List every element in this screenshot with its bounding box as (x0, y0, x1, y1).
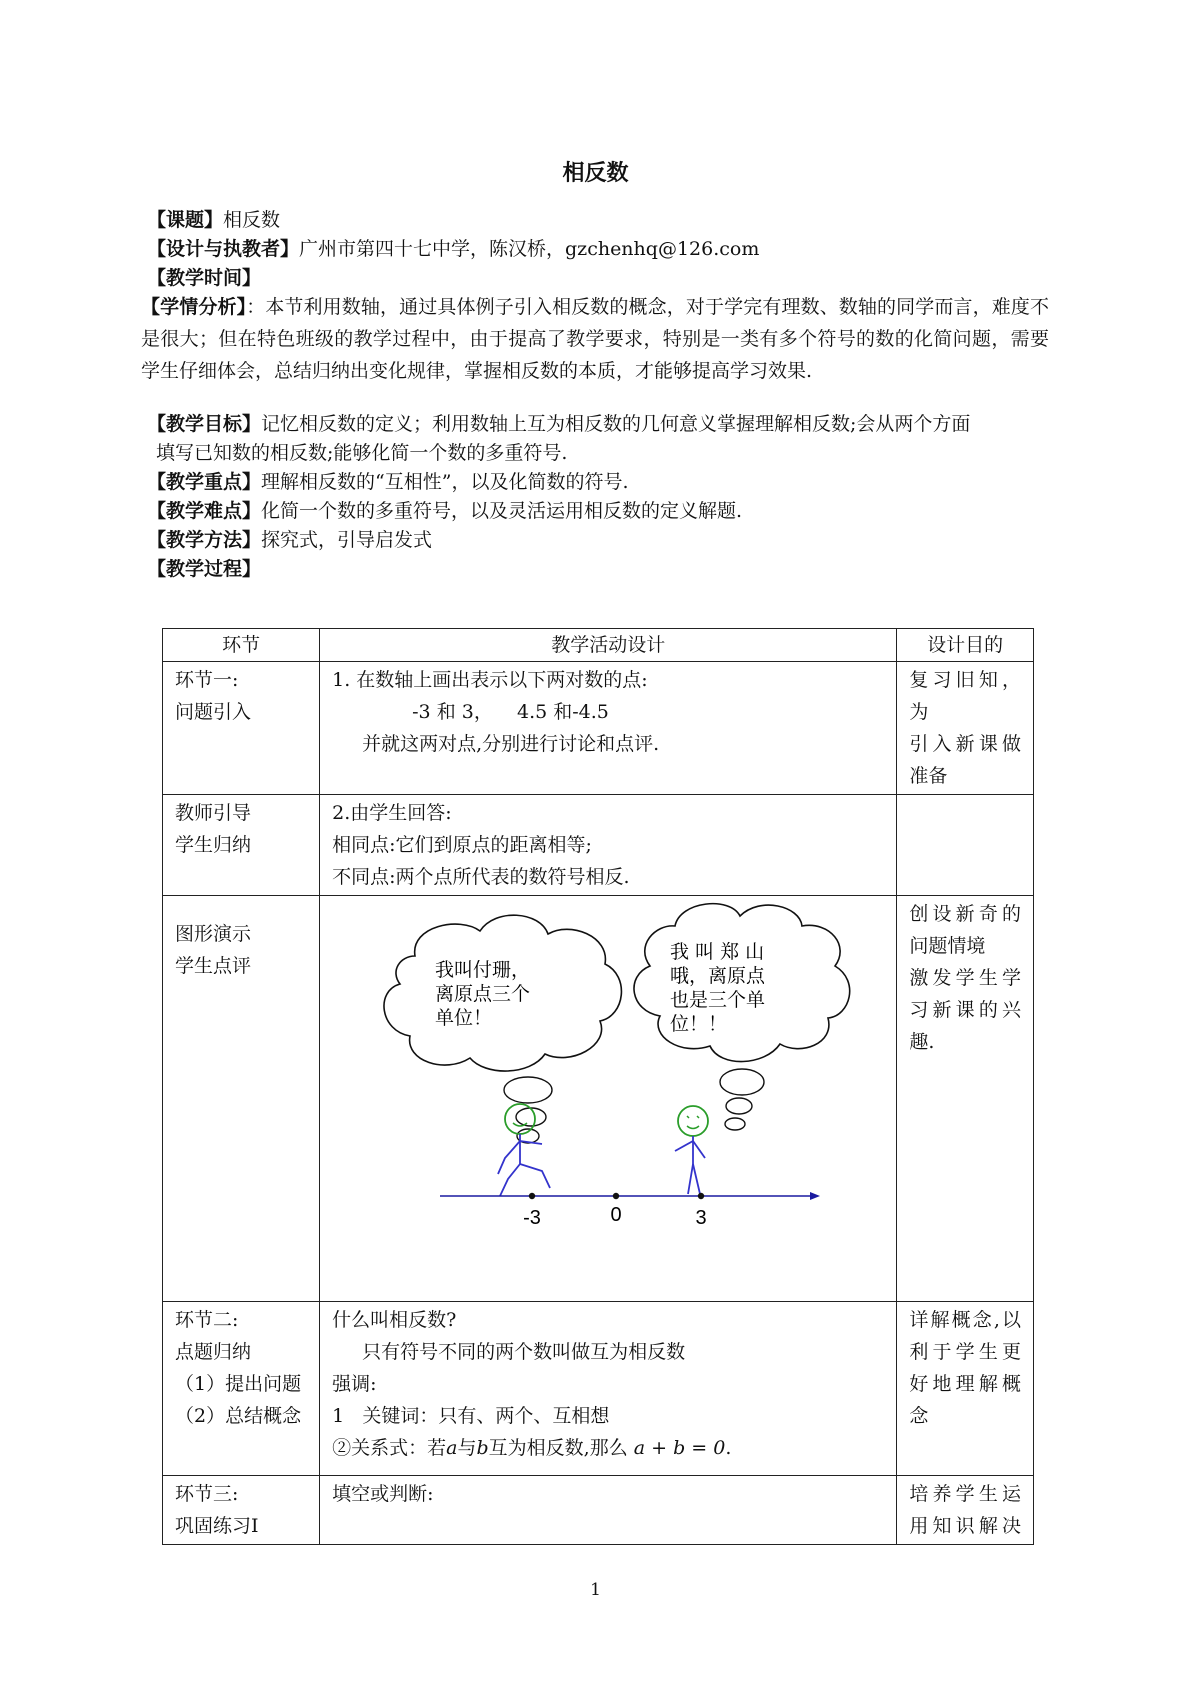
table-row (163, 795, 1034, 896)
thought-dot-left (516, 1108, 546, 1126)
page-title: 相反数 (562, 161, 629, 186)
purpose-line: 创设新奇的 (909, 903, 1021, 925)
purpose-line: 用知识解决 (909, 1515, 1021, 1537)
stage-line: 巩固练习Ⅰ (175, 1515, 259, 1537)
methods-text: 探究式，引导启发式 (261, 529, 433, 551)
activity-cell (320, 795, 897, 896)
axis-point-pos3 (698, 1193, 704, 1199)
stage-line: 图形演示 (175, 923, 252, 945)
stage-line: 问题引入 (175, 701, 252, 723)
bubble-left-line: 单位！ (435, 1007, 493, 1029)
stage-cell (163, 896, 320, 1302)
time-label: 【教学时间】 (147, 267, 262, 289)
activity-line: 只有符号不同的两个数叫做互为相反数 (362, 1341, 686, 1363)
topic-value: 相反数 (223, 209, 281, 231)
table-row (163, 1302, 1034, 1476)
difficulties-line (147, 495, 1047, 527)
eye-right (697, 1116, 699, 1118)
stage-line: （1）提出问题 (175, 1373, 302, 1395)
activity-line: 填空或判断: (332, 1483, 434, 1505)
axis-point-zero (613, 1193, 619, 1199)
stage-line: 学生点评 (175, 955, 252, 977)
purpose-line: 念 (909, 1405, 929, 1427)
leg-right (693, 1164, 700, 1194)
methods-line (147, 524, 1047, 556)
header-stage: 环节 (163, 629, 320, 662)
relation-end: . (725, 1437, 732, 1459)
process-line (147, 553, 1047, 585)
purpose-line: 引入新课做 (909, 733, 1021, 755)
purpose-line: 准备 (909, 765, 948, 787)
purpose-line: 为 (909, 701, 929, 723)
process-label: 【教学过程】 (147, 558, 262, 580)
activity-cell (320, 1302, 897, 1476)
activity-line: 2.由学生回答: (332, 802, 452, 824)
stage-line: 环节二: (175, 1309, 239, 1331)
stage-line: 环节一: (175, 669, 239, 691)
stick-figure-right (675, 1106, 708, 1194)
var-b: b (476, 1437, 489, 1459)
purpose-cell (897, 795, 1034, 896)
purpose-cell (897, 662, 1034, 795)
purpose-line: 复习旧知， (909, 669, 1021, 691)
key-points-text: 理解相反数的“互相性”，以及化简数的符号. (261, 471, 629, 493)
stage-cell (163, 1302, 320, 1476)
topic-line (147, 204, 1047, 236)
relation-mid: 互为相反数,那么 (488, 1437, 628, 1459)
stage-line: 点题归纳 (175, 1341, 252, 1363)
bubble-right-line: 也是三个单 (670, 989, 766, 1011)
relation-mid: 与 (457, 1437, 477, 1459)
designer-value: 广州市第四十七中学，陈汉桥，gzchenhq@126.com (299, 238, 760, 260)
topic-label: 【课题】 (147, 209, 224, 231)
axis-label: 0 (610, 1204, 622, 1226)
activity-line: 相同点:它们到原点的距离相等; (332, 834, 592, 856)
purpose-line: 激发学生学 (909, 967, 1021, 989)
axis-label: -3 (523, 1207, 542, 1229)
axis-arrow (810, 1192, 820, 1200)
arm-right (693, 1141, 705, 1158)
purpose-line: 好地理解概 (909, 1373, 1021, 1395)
bubble-right-line: 位！！ (670, 1013, 728, 1035)
arm-right (675, 1141, 693, 1151)
purpose-cell (897, 1302, 1034, 1476)
leg-left (500, 1164, 520, 1196)
page-number: 1 (590, 1580, 601, 1600)
thought-dot-right (726, 1098, 752, 1114)
purpose-line: 利于学生更 (909, 1341, 1021, 1363)
axis-label: 3 (695, 1207, 707, 1229)
activity-line: 1 关键词：只有、两个、互相想 (332, 1405, 610, 1427)
analysis-paragraph (141, 291, 1049, 387)
key-points-line (147, 466, 1047, 498)
bubble-right-line: 哦，离原点 (670, 965, 766, 987)
activity-line: 强调: (332, 1373, 377, 1395)
leg-right (688, 1164, 693, 1194)
activity-line: -3 和 3， 4.5 和-4.5 (412, 701, 609, 723)
face-right (678, 1106, 708, 1136)
relation-prefix: ②关系式：若 (332, 1437, 447, 1459)
stage-cell (163, 662, 320, 795)
stage-line: 学生归纳 (175, 834, 252, 856)
key-points-label: 【教学重点】 (147, 471, 262, 493)
header-purpose: 设计目的 (897, 629, 1034, 662)
smile-right (687, 1126, 699, 1129)
stage-cell (163, 1476, 320, 1545)
purpose-line: 习新课的兴 (909, 999, 1021, 1021)
axis-point-neg3 (529, 1193, 535, 1199)
stage-line: 环节三: (175, 1483, 239, 1505)
goals-text-1: 记忆相反数的定义；利用数轴上互为相反数的几何意义掌握理解相反数;会从两个方面 (261, 413, 971, 435)
purpose-line: 问题情境 (909, 935, 986, 957)
table-header-row (163, 629, 1034, 662)
stage-line: 教师引导 (175, 802, 252, 824)
table-row (163, 1476, 1034, 1545)
table-row (163, 896, 1034, 1302)
header-activity: 教学活动设计 (320, 629, 897, 662)
difficulties-text: 化简一个数的多重符号，以及灵活运用相反数的定义解题. (261, 500, 743, 522)
purpose-cell (897, 1476, 1034, 1545)
relation-line (332, 1432, 884, 1464)
thought-dot-left (504, 1077, 552, 1103)
activity-line: 并就这两对点,分别进行讨论和点评. (362, 733, 660, 755)
stage-cell (163, 795, 320, 896)
thought-dot-right (725, 1118, 745, 1130)
activity-line: 1. 在数轴上画出表示以下两对数的点: (332, 669, 648, 691)
methods-label: 【教学方法】 (147, 529, 262, 551)
activity-cell (320, 662, 897, 795)
analysis-text: ：本节利用数轴，通过具体例子引入相反数的概念，对于学完有理数、数轴的同学而言，难度不是很大；但在特色班级的教学过程中，由于提高了教学要求，特别是一类有多个符号的数的化简问题，需要学生仔细体会，总结归纳出变化规律，掌握相反数的本质，才能够提高学习效果. (141, 296, 1049, 382)
analysis-label: 【学情分析】 (141, 296, 247, 318)
bubble-left-line: 我叫付珊， (435, 959, 531, 981)
bubble-left-line: 离原点三个 (435, 983, 531, 1005)
number-line-figure (320, 896, 881, 1291)
goals-label: 【教学目标】 (147, 413, 262, 435)
eye-right (687, 1116, 689, 1118)
relation-formula: a + b = 0 (633, 1437, 726, 1459)
time-line (147, 262, 1047, 294)
thought-dot-right (720, 1069, 764, 1095)
figure-cell (320, 896, 897, 1302)
activity-line: 不同点:两个点所代表的数符号相反. (332, 866, 630, 888)
purpose-line: 培养学生运 (909, 1483, 1021, 1505)
leg-left (520, 1164, 550, 1188)
purpose-line: 趣. (909, 1031, 935, 1053)
var-a: a (446, 1437, 458, 1459)
table-row (163, 662, 1034, 795)
goals-line-1 (147, 408, 1047, 440)
teaching-process-table (162, 628, 1034, 1545)
designer-label: 【设计与执教者】 (147, 238, 300, 260)
purpose-line: 详解概念,以 (909, 1309, 1021, 1331)
purpose-cell (897, 896, 1034, 1302)
bubble-right-line: 我 叫 郑 山 (670, 941, 765, 963)
designer-line (147, 233, 1047, 265)
goals-line-2: 填写已知数的相反数;能够化简一个数的多重符号. (156, 442, 568, 464)
activity-line: 什么叫相反数? (332, 1309, 457, 1331)
difficulties-label: 【教学难点】 (147, 500, 262, 522)
activity-cell (320, 1476, 897, 1545)
stage-line: （2）总结概念 (175, 1405, 302, 1427)
